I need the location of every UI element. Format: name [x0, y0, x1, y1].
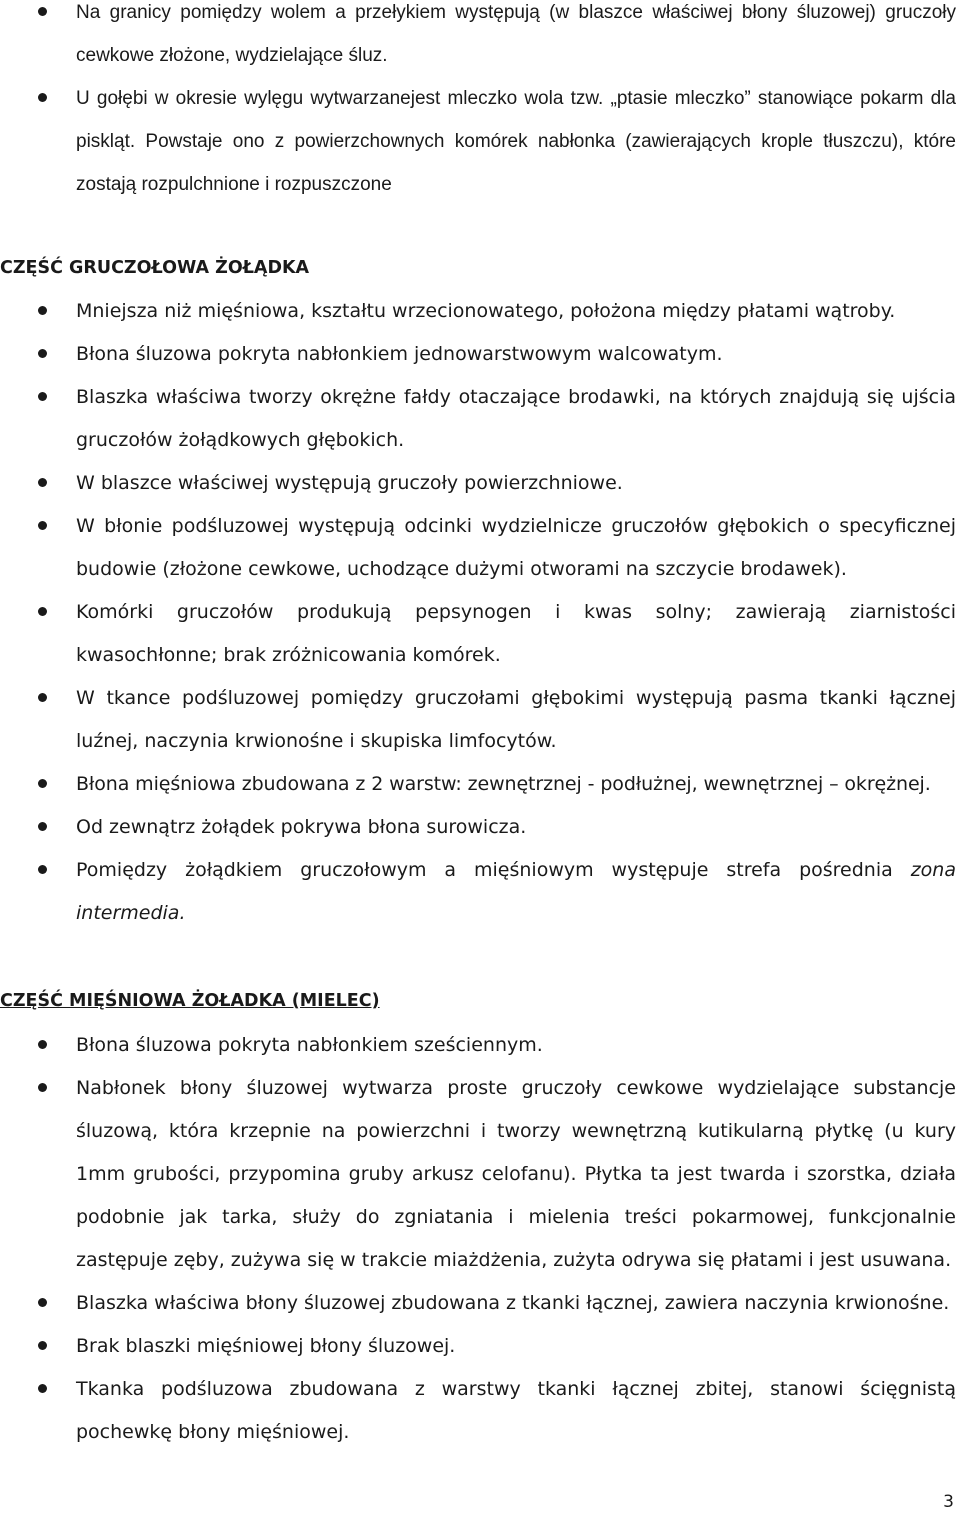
list-item: Nabłonek błony śluzowej wytwarza proste gruczoły cewkowe wydzielające substancje śluzową, która krzepnie na powierzchni i tworzy wewnętrzną kutikularną płytkę (u kury 1mm grubości, przypomina gruby arkusz celofanu). Płytka ta jest twarda i szorstka, działa podobnie jak tarka, służy do zgniatania i mielenia treści pokarmowej, funkcjonalnie zastępuje zęby, zużywa się w trakcie miażdżenia, zużyta odrywa się płatami i jest usuwana. — [0, 1067, 960, 1282]
bullet-list-miesniowa — [0, 1024, 960, 1454]
list-item — [0, 849, 960, 935]
list-item: Błona mięśniowa zbudowana z 2 warstw: zewnętrznej - podłużnej, wewnętrznej – okrężnej. — [0, 763, 960, 806]
list-item: W blaszce właściwej występują gruczoły powierzchniowe. — [0, 462, 960, 505]
list-item: W tkance podśluzowej pomiędzy gruczołami głębokimi występują pasma tkanki łącznej luźnej, naczynia krwionośne i skupiska limfocytów. — [0, 677, 960, 763]
page-number: 3 — [943, 1492, 954, 1512]
list-item: Mniejsza niż mięśniowa, kształtu wrzecionowatego, położona między płatami wątroby. — [0, 290, 960, 333]
section-gruczolowa — [0, 290, 960, 935]
list-item: Blaszka właściwa błony śluzowej zbudowana z tkanki łącznej, zawiera naczynia krwionośne. — [0, 1282, 960, 1325]
list-item: W błonie podśluzowej występują odcinki wydzielnicze gruczołów głębokich o specyficznej budowie (złożone cewkowe, uchodzące dużymi otworami na szczycie brodawek). — [0, 505, 960, 591]
list-item: Na granicy pomiędzy wolem a przełykiem występują (w blaszce właściwej błony śluzowej) gruczoły cewkowe złożone, wydzielające śluz. — [0, 0, 960, 77]
list-item: Od zewnątrz żołądek pokrywa błona surowicza. — [0, 806, 960, 849]
list-item: Tkanka podśluzowa zbudowana z warstwy tkanki łącznej zbitej, stanowi ścięgnistą pochewkę błony mięśniowej. — [0, 1368, 960, 1454]
bullet-list-wole — [0, 0, 960, 206]
list-item: U gołębi w okresie wylęgu wytwarzanejest mleczko wola tzw. „ptasie mleczko” stanowiące pokarm dla piskląt. Powstaje ono z powierzchownych komórek nabłonka (zawierających krople tłuszczu), które zostają rozpulchnione i rozpuszczone — [0, 77, 960, 206]
bullet-list-gruczolowa — [0, 290, 960, 935]
section-heading-miesniowa: CZĘŚĆ MIĘŚNIOWA ŻOŁADKA (MIELEC) — [0, 991, 380, 1011]
list-item: Brak blaszki mięśniowej błony śluzowej. — [0, 1325, 960, 1368]
list-item: Komórki gruczołów produkują pepsynogen i kwas solny; zawierają ziarnistości kwasochłonne; brak zróżnicowania komórek. — [0, 591, 960, 677]
section-heading-gruczolowa: CZĘŚĆ GRUCZOŁOWA ŻOŁĄDKA — [0, 258, 310, 278]
section-miesniowa — [0, 1024, 960, 1454]
list-item-text: Pomiędzy żołądkiem gruczołowym a mięśniowym występuje strefa pośrednia — [76, 859, 911, 881]
list-item: Blaszka właściwa tworzy okrężne fałdy otaczające brodawki, na których znajdują się ujścia gruczołów żołądkowych głębokich. — [0, 376, 960, 462]
section-wole-intro — [0, 0, 960, 206]
latin-term: zona intermedia. — [76, 859, 956, 924]
list-item: Błona śluzowa pokryta nabłonkiem jednowarstwowym walcowatym. — [0, 333, 960, 376]
list-item: Błona śluzowa pokryta nabłonkiem sześciennym. — [0, 1024, 960, 1067]
